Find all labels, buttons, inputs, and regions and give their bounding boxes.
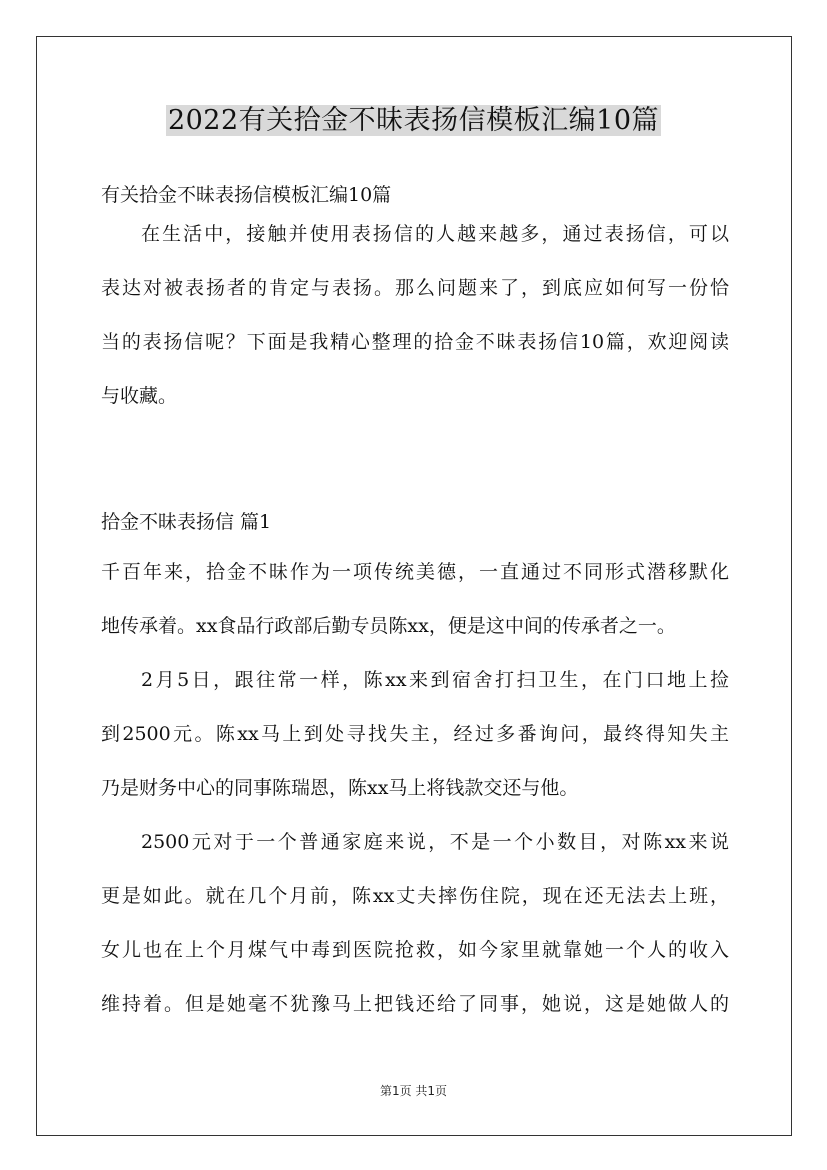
document-title: 2022有关拾金不昧表扬信模板汇编10篇 (167, 105, 660, 136)
document-subtitle: 有关拾金不昧表扬信模板汇编10篇 (101, 184, 392, 206)
text-line: 表达对被表扬者的肯定与表扬。那么问题来了，到底应如何写一份恰 (101, 277, 729, 299)
text-line: 千百年来，拾金不昧作为一项传统美德，一直通过不同形式潜移默化 (101, 561, 729, 583)
paragraph-1 (101, 545, 729, 653)
text-line: 2月5日，跟往常一样，陈xx来到宿舍打扫卫生，在门口地上捡 (141, 669, 729, 691)
text-line: 女儿也在上个月煤气中毒到医院抢救，如今家里就靠她一个人的收入 (101, 939, 729, 961)
text-line: 更是如此。就在几个月前，陈xx丈夫摔伤住院，现在还无法去上班， (101, 885, 729, 907)
text-line: 维持着。但是她毫不犹豫马上把钱还给了同事，她说，这是她做人的 (101, 993, 729, 1015)
intro-paragraph (101, 207, 729, 423)
section-heading: 拾金不昧表扬信 篇1 (101, 511, 272, 533)
text-line: 在生活中，接触并使用表扬信的人越来越多，通过表扬信，可以 (141, 223, 729, 245)
text-line: 乃是财务中心的同事陈瑞恩，陈xx马上将钱款交还与他。 (101, 777, 579, 799)
text-line: 到2500元。陈xx马上到处寻找失主，经过多番询问，最终得知失主 (101, 723, 729, 745)
text-line: 当的表扬信呢？下面是我精心整理的拾金不昧表扬信10篇，欢迎阅读 (101, 331, 729, 353)
page-footer: 第1页 共1页 (379, 1084, 448, 1098)
text-line: 2500元对于一个普通家庭来说，不是一个小数目，对陈xx来说 (141, 831, 729, 853)
paragraph-2 (101, 653, 729, 815)
text-line: 与收藏。 (101, 385, 178, 407)
paragraph-3 (101, 815, 729, 1031)
text-line: 地传承着。xx食品行政部后勤专员陈xx，便是这中间的传承者之一。 (101, 615, 676, 637)
